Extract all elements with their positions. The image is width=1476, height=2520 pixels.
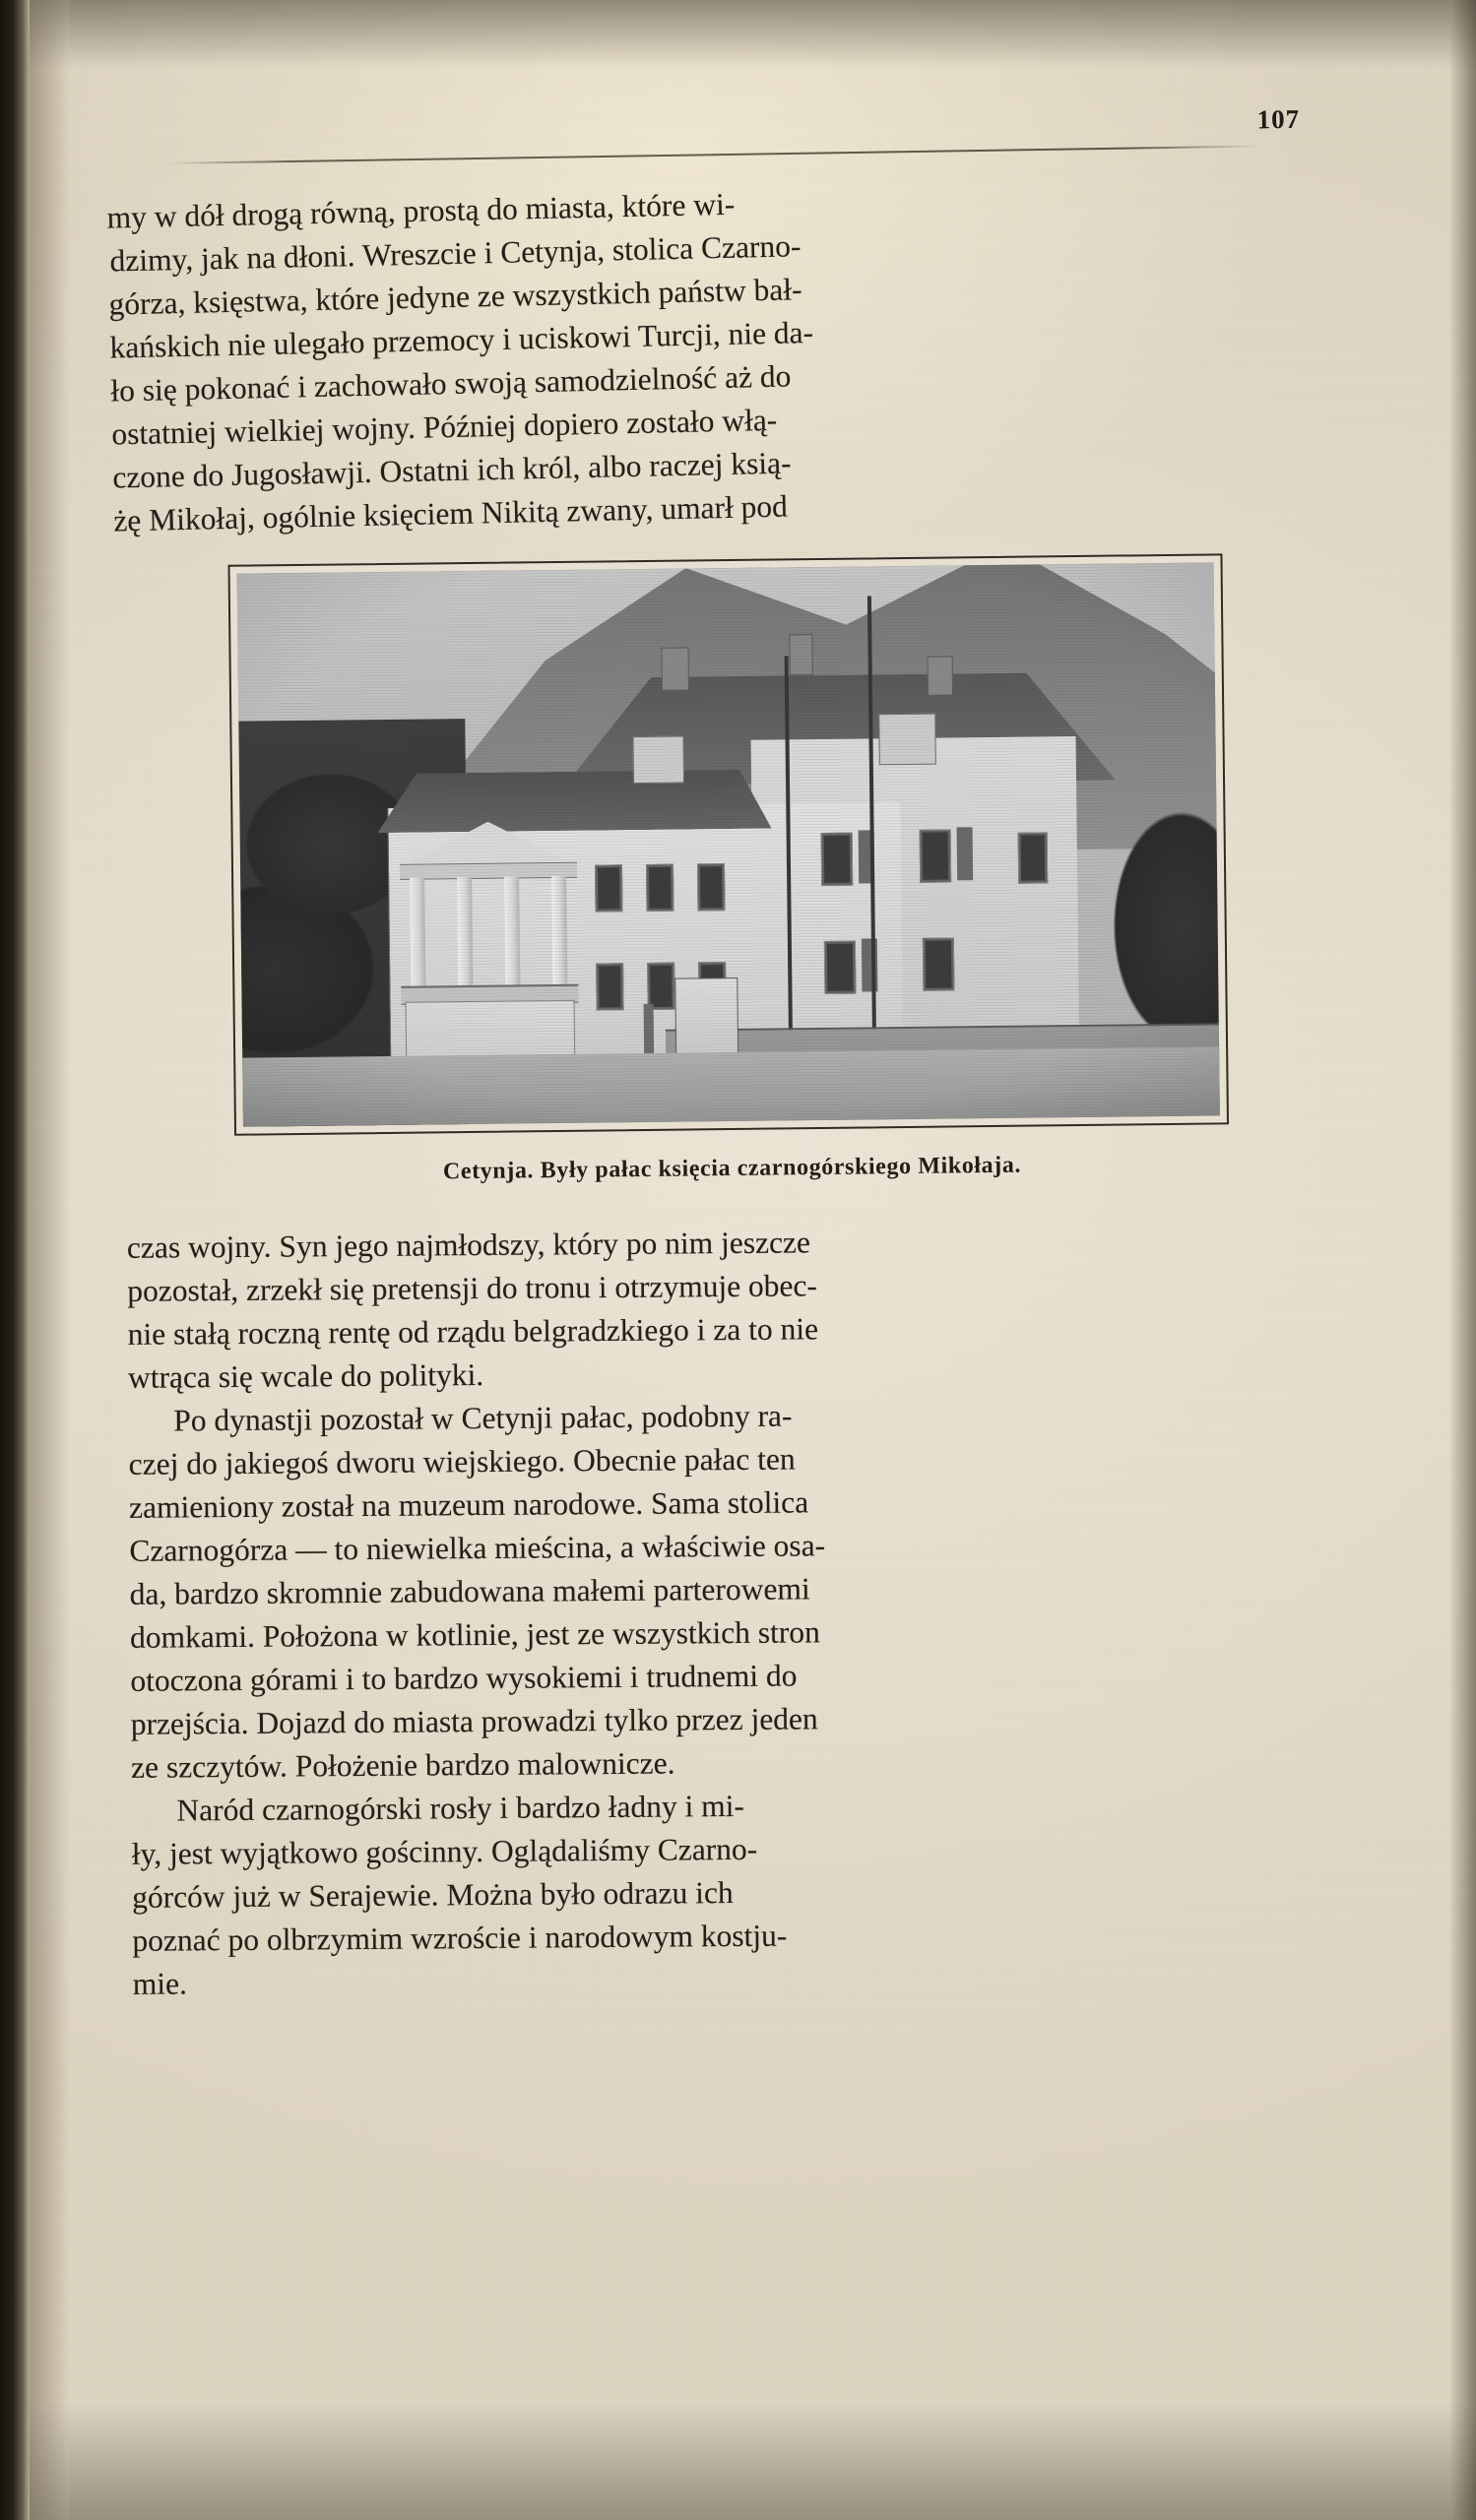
- paragraph-top: [106, 170, 1310, 542]
- text-line: ło się pokonać i zachowało swoją samodzielność aż do: [110, 358, 792, 409]
- page-content: [106, 103, 1357, 2010]
- text-line: górców już w Serajewie. Można było odrazu ich: [131, 1875, 734, 1915]
- paragraph-2: [128, 1390, 1342, 1790]
- text-line: mie.: [132, 1966, 188, 2001]
- text-line: Naród czarnogórski rosły i bardzo ładny i mi-: [176, 1788, 745, 1828]
- photo-vignette: [237, 562, 1220, 1126]
- text-line: Po dynastji pozostał w Cetynji pałac, podobny ra-: [173, 1398, 793, 1438]
- paragraph-3: [131, 1780, 1344, 2006]
- text-line: żę Mikołaj, ogólnie księciem Nikitą zwany, umarł pod: [112, 488, 789, 538]
- page-right-shadow: [1450, 0, 1476, 2520]
- figure-caption: Cetynja. Były pałac księcia czarnogórskiego Mikołaja.: [442, 1152, 1022, 1185]
- figure-palace-cetinje: [114, 552, 1342, 1189]
- text-line: zamieniony został na muzeum narodowe. Sama stolica: [128, 1484, 809, 1525]
- text-line: czas wojny. Syn jego najmłodszy, który po nim jeszcze: [126, 1225, 811, 1265]
- text-line: kańskich nie ulegało przemocy i uciskowi Turcji, nie da-: [109, 314, 814, 365]
- text-line: pozostał, zrzekł się pretensji do tronu i otrzymuje obec-: [127, 1268, 818, 1308]
- text-line: górza, księstwa, które jedyne ze wszystkich państw bał-: [108, 272, 802, 322]
- text-line: czej do jakiegoś dworu wiejskiego. Obecnie pałac ten: [128, 1441, 796, 1481]
- page-top-shadow: [0, 0, 1476, 69]
- book-gutter: [0, 0, 30, 2520]
- book-gutter-shadow: [30, 0, 69, 2520]
- photo-frame: [227, 553, 1229, 1135]
- text-line: przejścia. Dojazd do miasta prowadzi tylko przez jeden: [130, 1701, 818, 1741]
- text-line: ostatniej wielkiej wojny. Później dopiero zostało włą-: [111, 402, 778, 452]
- text-line: otoczona górami i to bardzo wysokiemi i trudnemi do: [130, 1658, 798, 1698]
- text-line: nie stałą roczną rentę od rządu belgradzkiego i za to nie: [127, 1311, 819, 1352]
- page-bottom-shadow: [0, 2402, 1476, 2520]
- body-text: [127, 1217, 1344, 2006]
- text-line: domkami. Położona w kotlinie, jest ze wszystkich stron: [129, 1614, 820, 1655]
- text-line: ły, jest wyjątkowo gościnny. Oglądaliśmy Czarno-: [131, 1831, 758, 1871]
- text-line: czone do Jugosławji. Ostatni ich król, albo raczej ksią-: [111, 445, 792, 495]
- photo-palace-cetinje: [237, 562, 1220, 1126]
- text-line: my w dół drogą równą, prostą do miasta, które wi-: [106, 186, 736, 235]
- paragraph-1: [127, 1217, 1339, 1400]
- text-line: poznać po olbrzymim wzroście i narodowym kostju-: [132, 1918, 788, 1958]
- text-line: da, bardzo skromnie zabudowana małemi parterowemi: [129, 1571, 810, 1611]
- page-number: 107: [1256, 103, 1301, 135]
- text-line: ze szczytów. Położenie bardzo malownicze.: [130, 1745, 675, 1785]
- text-line: wtrąca się wcale do polityki.: [127, 1357, 484, 1395]
- text-line: Czarnogórza — to niewielka mieścina, a właściwie osa-: [129, 1528, 826, 1568]
- text-line: dzimy, jak na dłoni. Wreszcie i Cetynja, stolica Czarno-: [109, 228, 802, 279]
